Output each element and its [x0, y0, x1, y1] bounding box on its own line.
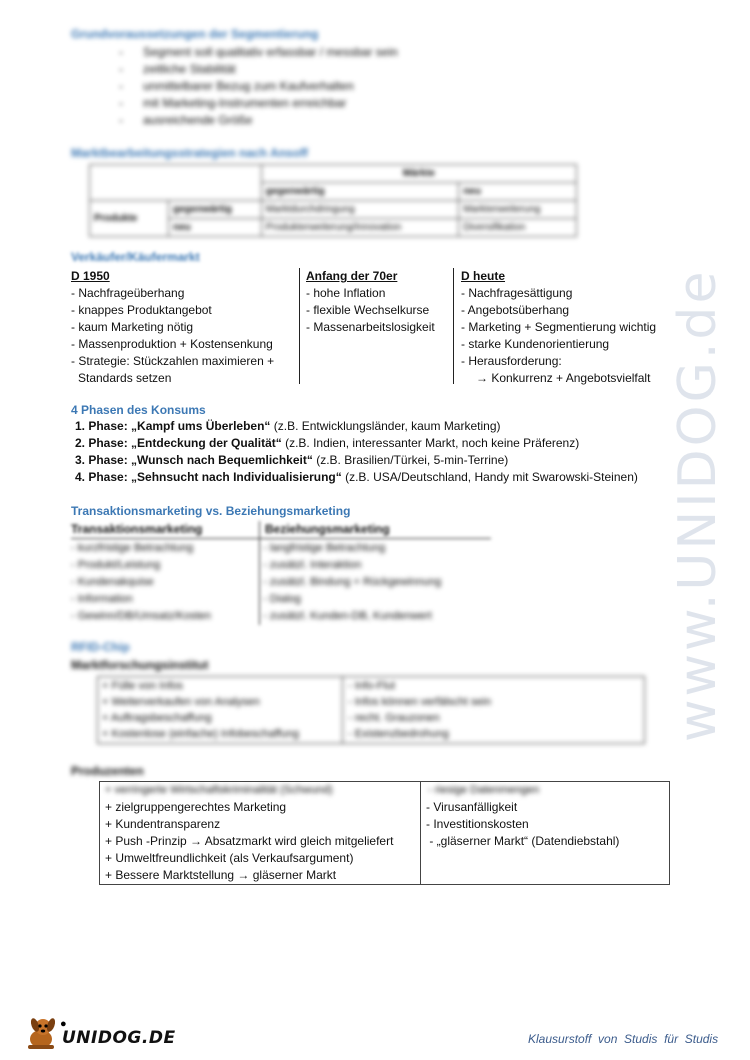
section-phases — [71, 403, 638, 486]
watermark: www.UNIDOG.de — [668, 268, 728, 742]
column-head: D heute — [461, 269, 506, 283]
left-head: Transaktionsmarketing — [71, 522, 203, 536]
producers-table: + verringerte Wirtschaftskriminalität (Schwund) - riesige Datenmengen + zielgruppengerechtes Marketing + Kundentransparenz + Push -Prinzip → Absatzmarkt wird gleich mitgeliefert + Umweltfreundlichkeit (als Verkaufsargument) + Bessere Marktstellung → gläserner Markt - Virusanfälligkeit - Investitionskosten - „gläserner Markt“ (Datendiebstahl) — [99, 781, 670, 885]
footer-slogan: Klausurstoff von Studis für Studis — [528, 1032, 719, 1046]
section-rfid — [71, 640, 208, 674]
bullet-item: - ausreichende Größe — [119, 113, 253, 127]
column-divider — [299, 268, 300, 384]
bullet-item: - mit Marketing-Instrumenten erreichbar — [119, 96, 347, 110]
relationship-list: - langfristige Betrachtung - zusätzl. Interaktion - zusätzl. Bindung + Rückgewinnung - Dialog - zusätzl. Kunden-DB, Kundenwert — [263, 542, 442, 622]
section-ansoff — [71, 146, 577, 237]
logo-text: UNIDOG.DE — [62, 1028, 176, 1048]
section-segmentation — [71, 27, 398, 129]
column-heute: D heute - Nachfragesättigung - Angebotsüberhang - Marketing + Segmentierung wichtig - starke Kundenorientierung - Herausforderung: → Konkurrenz + Angebotsvielfalt — [461, 268, 676, 387]
footer-logo[interactable] — [24, 1015, 176, 1051]
section-title: Grundvoraussetzungen der Segmentierung — [71, 27, 319, 41]
dog-icon — [24, 1015, 60, 1051]
transaction-list: - kurzfristige Betrachtung - Produkt/Leistung - Kundenakquise - Information - Gewinn/DB/Umsatz/Kosten — [71, 542, 211, 622]
research-table: + Fülle von Infos + Weiterverkaufen von Analysen + Auftragsbeschaffung + Kostenlose (einfache) Infobeschaffung - Info-Flut - Infos können verfälscht sein - recht. Grauzonen - Existenzbedrohung — [97, 676, 645, 744]
phase-item: 2. Phase: „Entdeckung der Qualität“ (z.B. Indien, interessanter Markt, noch keine Präferenz) — [75, 436, 580, 450]
sub-title: Marktforschungsinstitut — [71, 658, 209, 672]
sub-title-producers: Produzenten — [71, 764, 144, 778]
column-divider — [453, 268, 454, 384]
section-title: RFID-Chip — [71, 640, 130, 654]
column-head: Anfang der 70er — [306, 269, 398, 283]
right-head: Beziehungsmarketing — [265, 522, 390, 536]
bullet-item: - Segment soll qualitativ erfassbar / messbar sein — [119, 45, 398, 59]
section-title: 4 Phasen des Konsums — [71, 403, 206, 417]
phase-item: 1. Phase: „Kampf ums Überleben“ (z.B. Entwicklungsländer, kaum Marketing) — [75, 419, 501, 433]
ansoff-table: Märkte gegenwärtig neu Produkte gegenwärtig Marktdurchdringung Markterweiterung neu Produkterweiterung/Innovation Diversifikation — [89, 164, 577, 237]
column-1950: D 1950 - Nachfrageüberhang - knappes Produktangebot - kaum Marketing nötig - Massenproduktion + Kostensenkung - Strategie: Stückzahlen maximieren + Standards setzen — [71, 268, 303, 387]
phase-item: 4. Phase: „Sehnsucht nach Individualisierung“ (z.B. USA/Deutschland, Handy mit Swarowski-Steinen) — [75, 470, 638, 484]
paw-icon: ● — [60, 1018, 67, 1030]
column-70er: Anfang der 70er - hohe Inflation - flexible Wechselkurse - Massenarbeitslosigkeit — [306, 268, 456, 336]
marketing-comparison — [71, 521, 496, 539]
section-title-markets: Verkäufer/Käufermarkt — [71, 250, 200, 264]
section-title: Marktbearbeitungsstrategien nach Ansoff — [71, 146, 308, 160]
bullet-item: - unmittelbarer Bezug zum Kaufverhalten — [119, 79, 354, 93]
markets-header: Märkte — [261, 165, 576, 183]
column-head: D 1950 — [71, 269, 110, 283]
section-title-marketing: Transaktionsmarketing vs. Beziehungsmarketing — [71, 504, 351, 518]
phase-item: 3. Phase: „Wunsch nach Bequemlichkeit“ (z.B. Brasilien/Türkei, 5-min-Terrine) — [75, 453, 509, 467]
bullet-item: - zeitliche Stabilität — [119, 62, 236, 76]
